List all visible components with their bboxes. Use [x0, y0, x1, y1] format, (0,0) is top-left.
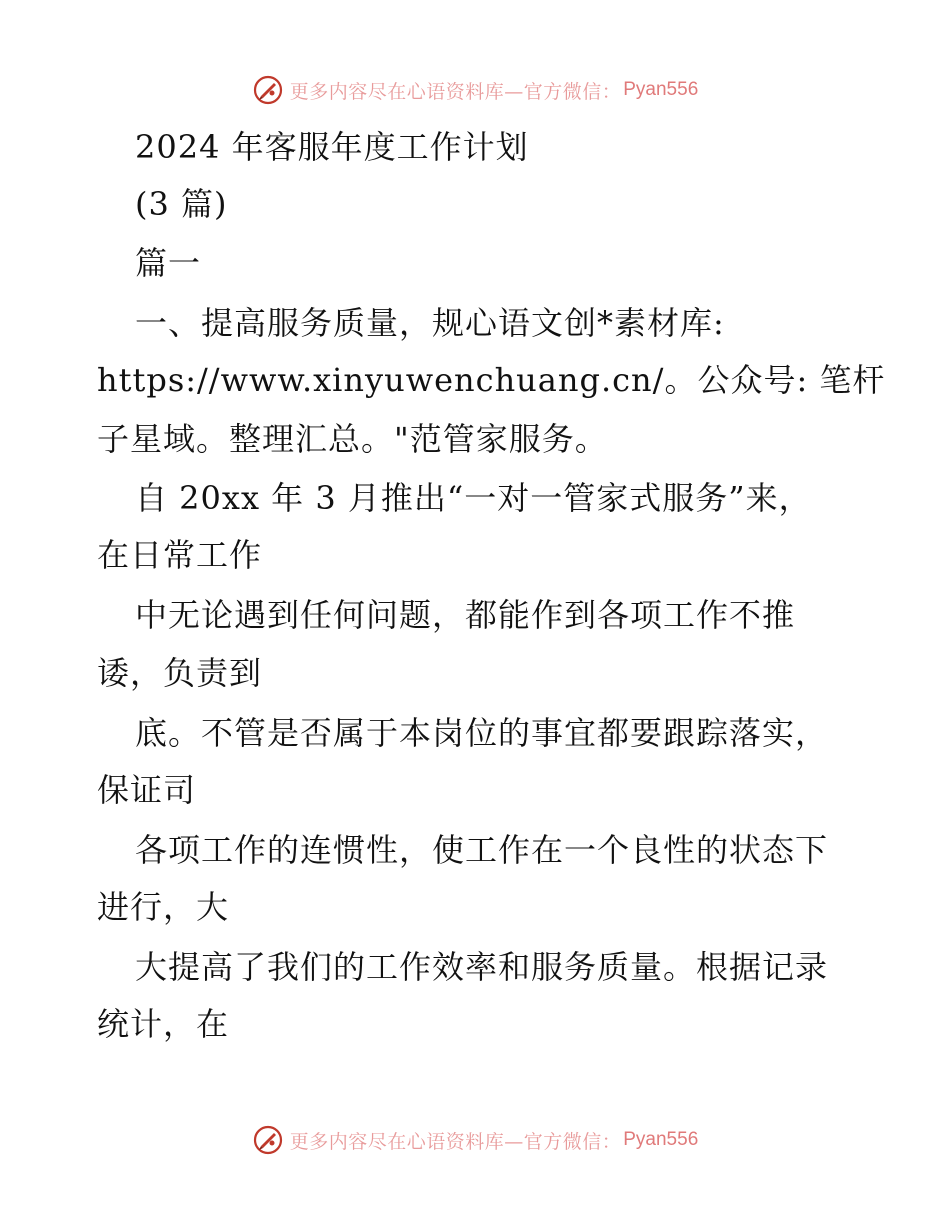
watermark-text: 更多内容尽在心语资料库—官方微信：: [289, 1130, 622, 1153]
red-quill-seal-icon: [252, 1124, 284, 1156]
body-line: 在日常工作: [97, 536, 263, 574]
body-line: 子星域。整理汇总。"范管家服务。: [97, 420, 608, 458]
watermark-wechat-id: Pyan556: [623, 1129, 699, 1150]
body-line: 诿，负责到: [97, 654, 263, 692]
body-line: 一、提高服务质量，规心语文创*素材库:: [135, 304, 725, 342]
body-line: 保证司: [97, 771, 197, 809]
body-line: 中无论遇到任何问题，都能作到各项工作不推: [135, 596, 796, 634]
body-line: 各项工作的连惯性，使工作在一个良性的状态下: [135, 831, 829, 869]
body-line: 自 20xx 年 3 月推出“一对一管家式服务”来，: [135, 479, 812, 517]
body-line: 统计，在: [97, 1005, 230, 1043]
document-title: 2024 年客服年度工作计划: [135, 128, 529, 166]
red-quill-seal-icon: [252, 74, 284, 106]
watermark-wechat-id: Pyan556: [623, 79, 699, 100]
watermark-text: 更多内容尽在心语资料库—官方微信：: [289, 80, 622, 103]
section-heading: 篇一: [135, 244, 202, 282]
body-line: https://www.xinyuwenchuang.cn/。公众号: 笔杆: [97, 361, 886, 399]
body-line: 大提高了我们的工作效率和服务质量。根据记录: [135, 948, 829, 986]
body-line: 底。不管是否属于本岗位的事宜都要跟踪落实，: [135, 714, 829, 752]
header-watermark: [0, 70, 950, 110]
footer-watermark: [0, 1120, 950, 1160]
document-subtitle: (3 篇): [135, 185, 228, 223]
body-line: 进行，大: [97, 888, 230, 926]
